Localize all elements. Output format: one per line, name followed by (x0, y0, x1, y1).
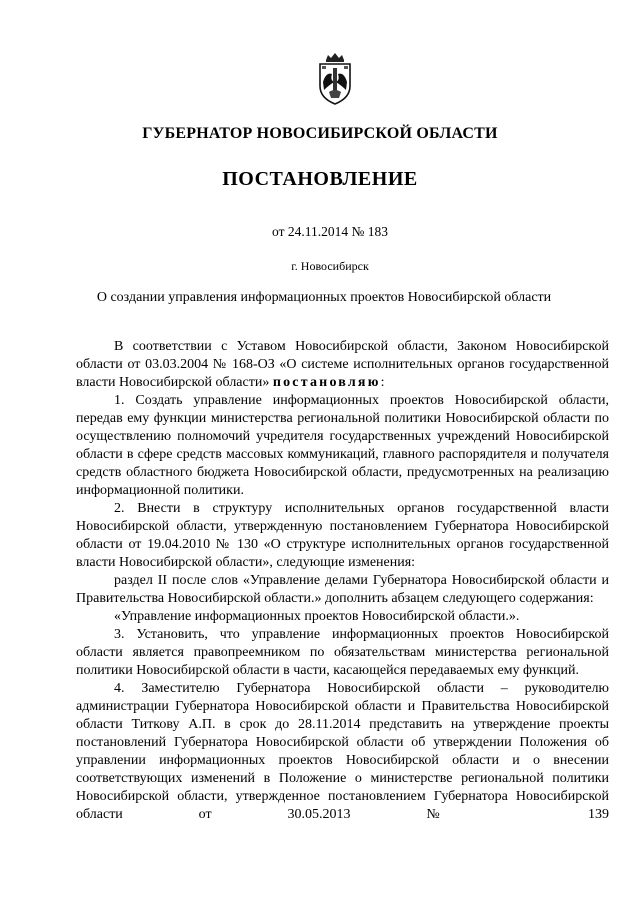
item-paragraph: 3. Установить, что управление информационных проектов Новосибирской области является правопреемником по обязательствам министерства региональной политики Новосибирской области в части, касающейся передаваемых ему функций. (76, 627, 609, 678)
document-date-number: от 24.11.2014 № 183 (272, 224, 388, 239)
document-subject: О создании управления информационных проектов Новосибирской области (96, 290, 552, 305)
decree-colon: : (380, 375, 385, 390)
issuer-title: ГУБЕРНАТОР НОВОСИБИРСКОЙ ОБЛАСТИ (142, 125, 498, 142)
item-paragraph: 2. Внести в структуру исполнительных органов государственной власти Новосибирской области, утвержденную постановлением Губернатора Новосибирской области от 19.04.2010 № 130 «О структуре исполнительных органов государственной власти Новосибирской области», следующие изменения: (76, 501, 609, 570)
item-paragraph: 1. Создать управление информационных проектов Новосибирской области, передав ему функции министерства региональной политики Новосибирской области по осуществлению полномочий учредителя государственных учреждений Новосибирской области в сфере средств массовых коммуникаций, главного распорядителя и получателя средств областного бюджета Новосибирской области, предусмотренных на реализацию информационной политики. (76, 393, 609, 498)
document-place: г. Новосибирск (291, 259, 369, 273)
item-paragraph: «Управление информационных проектов Новосибирской области.». (114, 609, 520, 624)
item-paragraph: 4. Заместителю Губернатора Новосибирской области – руководителю администрации Губернатора Новосибирской области и Правительства Новосибирской области Титкову А.П. в срок до 28.11.2014 представить на утверждение проекты постановлений Губернатора Новосибирской области об утверждении Положения об управлении информационных проектов Новосибирской области и о внесении соответствующих изменений в Положение о министерстве региональной политики Новосибирской области, утвержденное постановлением Губернатора Новосибирской области от 30.05.2013 № 139 (76, 681, 609, 822)
item-paragraph: раздел II после слов «Управление делами Губернатора Новосибирской области и Правительства Новосибирской области.» дополнить абзацем следующего содержания: (76, 573, 609, 606)
preamble-paragraph (76, 338, 609, 392)
decree-word: постановляю (272, 375, 381, 390)
document-type: ПОСТАНОВЛЕНИЕ (222, 168, 418, 190)
preamble-text: В соответствии с Уставом Новосибирской области, Законом Новосибирской области от 03.03.2004 № 168-ОЗ «О системе исполнительных органов государственной власти Новосибирской области» (76, 339, 609, 390)
document-body (76, 338, 609, 824)
coat-of-arms-icon (314, 52, 356, 106)
